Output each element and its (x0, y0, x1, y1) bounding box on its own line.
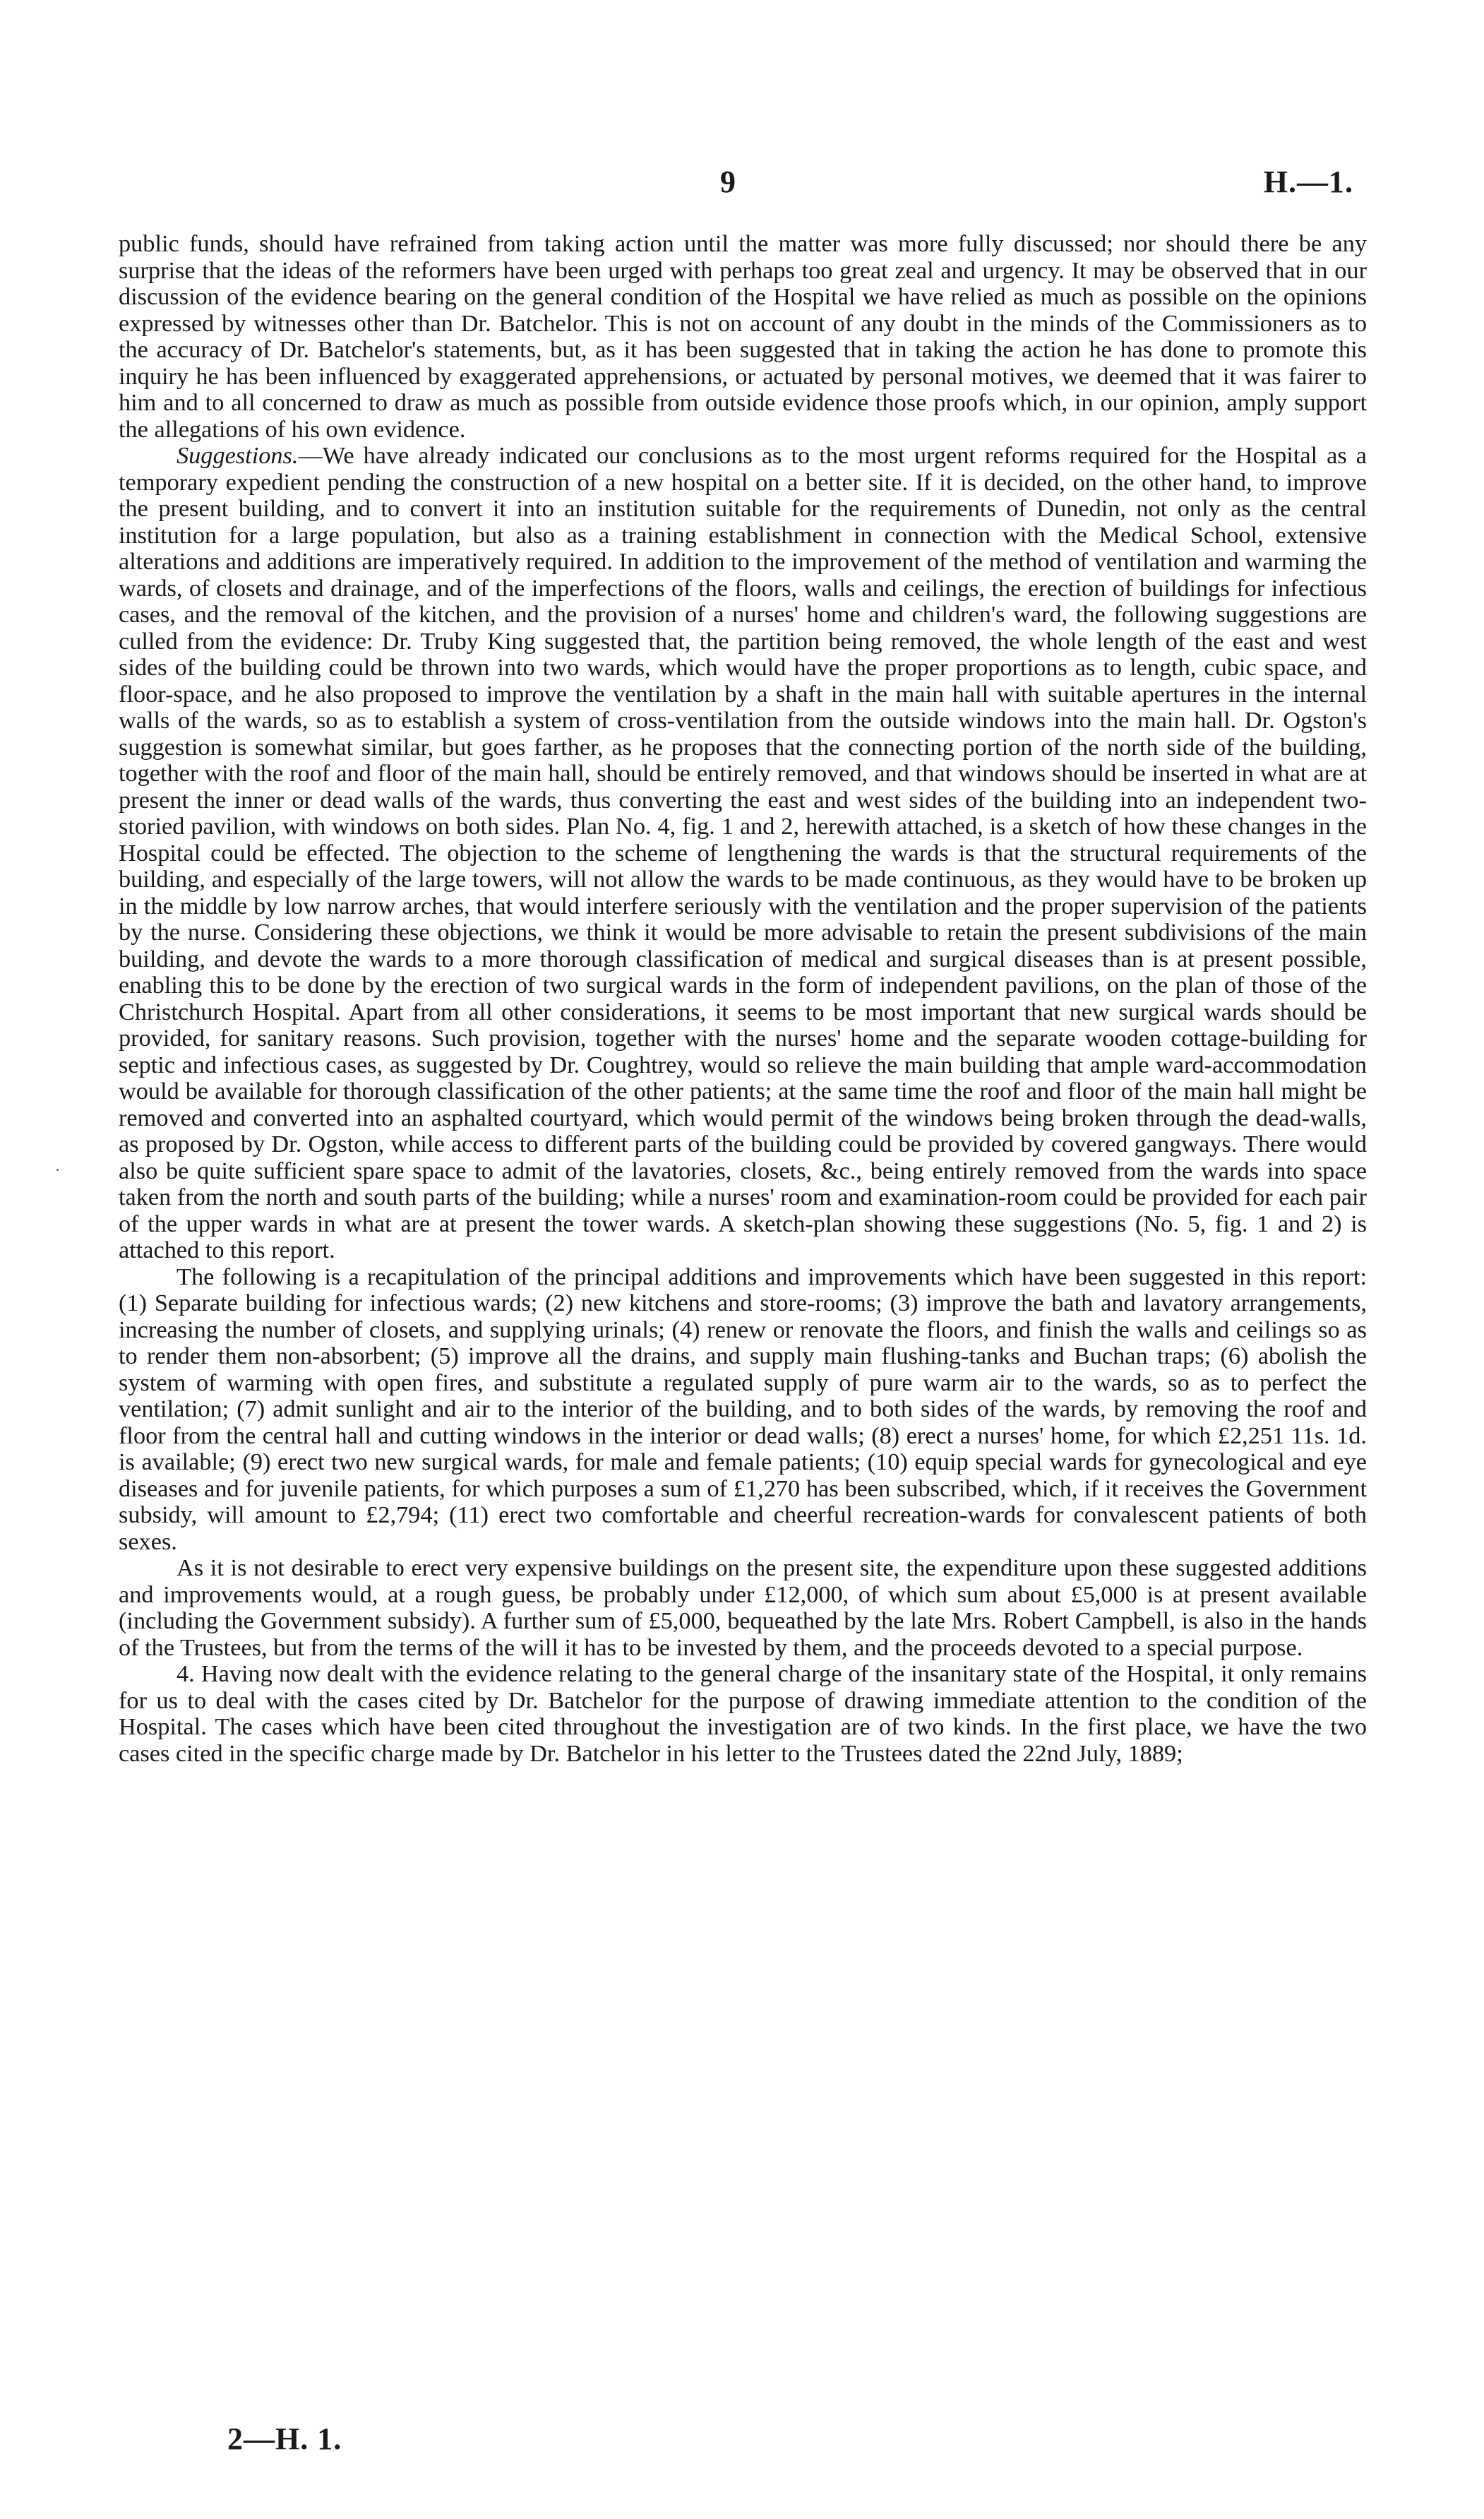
body-text (119, 231, 1367, 1767)
page-header (0, 164, 1484, 206)
paragraph-text: 4. Having now dealt with the evidence relating to the general charge of the insanitary state of the Hospital, it only remains for us to deal with the cases cited by Dr. Batchelor for the purpose of drawing immediate attention to the condition of the Hospital. The cases which have been cited throughout the investigation are of two kinds. In the first place, we have the two cases cited in the specific charge made by Dr. Batchelor in his letter to the Trustees dated the 22nd July, 1889; (119, 1660, 1367, 1767)
paragraph-heading: Suggestions. (176, 442, 299, 469)
paragraph-continuation (119, 231, 1367, 443)
paragraph-expenditure (119, 1555, 1367, 1661)
paragraph-text: The following is a recapitulation of the principal additions and improvements which have been suggested in this report: (1) Separate building for infectious wards; (2) new kitchens and store-rooms; (3) improve the bath and lavatory arrangements, increasing the number of closets, and supplying urinals; (4) renew or renovate the floors, and finish the walls and ceilings so as to render them non-absorbent; (5) improve all the drains, and supply main flushing-tanks and Buchan traps; (6) abolish the system of warming with open fires, and substitute a regulated supply of pure warm air to the wards, so as to perfect the ventilation; (7) admit sunlight and air to the interior of the building, and to both sides of the wards, by removing the roof and floor from the central hall and cutting windows in the interior or dead walls; (8) erect a nurses' home, for which £2,251 11s. 1d. is available; (9) erect two new surgical wards, for male and female patients; (10) equip special wards for gynecological and eye diseases and for juvenile patients, for which purposes a sum of £1,270 has been subscribed, which, if it receives the Government subsidy, will amount to £2,794; (11) erect two comfortable and cheerful recreation-wards for convalescent patients of both sexes. (119, 1263, 1367, 1555)
paragraph-text: As it is not desirable to erect very expensive buildings on the present site, the expenditure upon these suggested additions and improvements would, at a rough guess, be probably under £12,000, of which sum about £5,000 is at present available (including the Government subsidy). A further sum of £5,000, bequeathed by the late Mrs. Robert Campbell, is also in the hands of the Trustees, but from the terms of the will it has to be invested by them, and the proceeds devoted to a special purpose. (119, 1554, 1367, 1661)
series-reference: H.—1. (1263, 165, 1353, 199)
page-number: 9 (720, 165, 736, 199)
paragraph-text: —We have already indicated our conclusions as to the most urgent reforms required for the Hospital as a temporary expedient pending the construction of a new hospital on a better site. If it is decided, on the other hand, to improve the present building, and to convert it into an institution suitable for the requirements of Dunedin, not only as the central institution for a large population, but also as a training establishment in connection with the Medical School, extensive alterations and additions are imperatively required. In addition to the improvement of the method of ventilation and warming the wards, of closets and drainage, and of the imperfections of the floors, walls and ceilings, the erection of buildings for infectious cases, and the removal of the kitchen, and the provision of a nurses' home and children's ward, the following suggestions are culled from the evidence: Dr. Truby King suggested that, the partition being removed, the whole length of the east and west sides of the building could be thrown into two wards, which would have the proper proportions as to length, cubic space, and floor-space, and he also proposed to improve the ventilation by a shaft in the main hall with suitable apertures in the internal walls of the wards, so as to establish a system of cross-ventilation from the outside windows into the main hall. Dr. Ogston's suggestion is somewhat similar, but goes farther, as he proposes that the connecting portion of the north side of the building, together with the roof and floor of the main hall, should be entirely removed, and that windows should be inserted in what are at present the inner or dead walls of the wards, thus converting the east and west sides of the building into an independent two-storied pavilion, with windows on both sides. Plan No. 4, fig. 1 and 2, herewith attached, is a sketch of how these changes in the Hospital could be effected. The objection to the scheme of lengthening the wards is that the structural requirements of the building, and especially of the large towers, will not allow the wards to be made continuous, as they would have to be broken up in the middle by low narrow arches, that would interfere seriously with the ventilation and the proper supervision of the patients by the nurse. Considering these objections, we think it would be more advisable to retain the present subdivisions of the main building, and devote the wards to a more thorough classification of medical and surgical diseases than is at present possible, enabling this to be done by the erection of two surgical wards in the form of independent pavilions, on the plan of those of the Christchurch Hospital. Apart from all other considerations, it seems to be most important that new surgical wards should be provided, for sanitary reasons. Such provision, together with the nurses' home and the separate wooden cottage-building for septic and infectious cases, as suggested by Dr. Coughtrey, would so relieve the main building that ample ward-accommodation would be available for thorough classification of the other patients; at the same time the roof and floor of the main hall might be removed and converted into an asphalted courtyard, which would permit of the windows being broken through the dead-walls, as proposed by Dr. Ogston, while access to different parts of the building could be provided by covered gangways. There would also be quite sufficient spare space to admit of the lavatories, closets, &c., being entirely removed from the wards into space taken from the north and south parts of the building; while a nurses' room and examination-room could be provided for each pair of the upper wards in what are at present the tower wards. A sketch-plan showing these suggestions (No. 5, fig. 1 and 2) is attached to this report. (119, 442, 1367, 1263)
paragraph-suggestions (119, 443, 1367, 1264)
paragraph-recapitulation (119, 1264, 1367, 1556)
margin-dot (56, 1169, 59, 1171)
paragraph-cases (119, 1661, 1367, 1767)
signature-mark: 2—H. 1. (227, 2422, 342, 2456)
paragraph-text: public funds, should have refrained from taking action until the matter was more fully discussed; nor should there be any surprise that the ideas of the reformers have been urged with perhaps too great zeal and urgency. It may be observed that in our discussion of the evidence bearing on the general condition of the Hospital we have relied as much as possible on the opinions expressed by witnesses other than Dr. Batchelor. This is not on account of any doubt in the minds of the Commissioners as to the accuracy of Dr. Batchelor's statements, but, as it has been suggested that in taking the action he has done to promote this inquiry he has been influenced by exaggerated apprehensions, or actuated by personal motives, we deemed that it was fairer to him and to all concerned to draw as much as possible from outside evidence those proofs which, in our opinion, amply support the allegations of his own evidence. (119, 230, 1367, 443)
